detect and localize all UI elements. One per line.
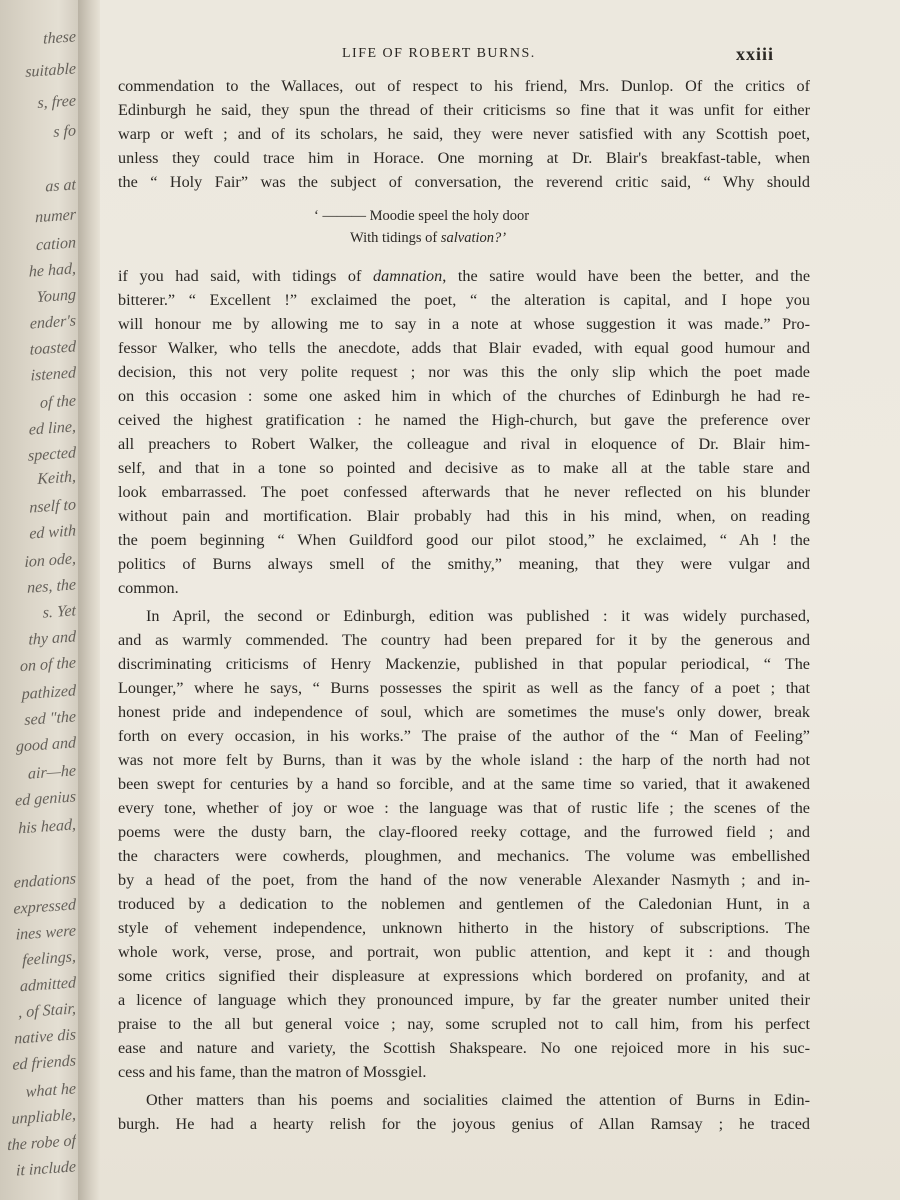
paragraph-3 bbox=[118, 604, 810, 1084]
facing-page-text: ines were bbox=[15, 922, 76, 944]
text-line: troduced by a dedication to the noblemen and gentlemen of the Caledonian Hunt, in a bbox=[118, 895, 810, 913]
facing-page-text: Young bbox=[36, 286, 76, 307]
facing-page-text: thy and bbox=[28, 628, 76, 649]
text-line: decision, this not very polite request ; nor was this the only slip which the poet made bbox=[118, 363, 810, 381]
text-line: without pain and mortification. Blair probably had this in his mind, when, on reading bbox=[118, 507, 810, 525]
facing-page-text: s. Yet bbox=[42, 602, 76, 622]
text-line: the poem beginning “ When Guildford good our pilot stood,” he exclaimed, “ Ah ! the bbox=[118, 531, 810, 549]
text-line: praise to the all but general voice ; nay, some scrupled not to call him, from his perfect bbox=[118, 1015, 810, 1033]
page-number: xxiii bbox=[736, 44, 775, 64]
facing-page-text: istened bbox=[30, 364, 76, 385]
facing-page-text: his head, bbox=[18, 816, 76, 838]
text-line: style of vehement independence, unknown hitherto in the history of subscriptions. The bbox=[118, 919, 810, 937]
text-line: on this occasion : some one asked him in which of the churches of Edinburgh he had re- bbox=[118, 387, 810, 405]
body-text bbox=[118, 74, 810, 1136]
italic-word: damnation bbox=[373, 267, 443, 285]
facing-page-edge bbox=[0, 0, 78, 1200]
text-line: common. bbox=[118, 579, 179, 597]
facing-page-text: what he bbox=[25, 1080, 76, 1101]
text-line: Lounger,” where he says, “ Burns possesses the spirit as well as the fancy of a poet ; that bbox=[118, 679, 810, 697]
text-line: commendation to the Wallaces, out of respect to his friend, Mrs. Dunlop. Of the critics of bbox=[118, 77, 810, 95]
facing-page-text: ed genius bbox=[15, 788, 76, 810]
paragraph-4 bbox=[118, 1088, 810, 1136]
facing-page-text: ed friends bbox=[12, 1052, 76, 1074]
text-line: every tone, whether of joy or woe : the language was that of rustic life ; the scenes of the bbox=[118, 799, 810, 817]
text-line: fessor Walker, who tells the anecdote, adds that Blair evaded, with equal good humour and bbox=[118, 339, 810, 357]
text-line: poems were the dusty barn, the clay-floored reeky cottage, and the furrowed field ; and bbox=[118, 823, 810, 841]
facing-page-text: ed with bbox=[29, 522, 76, 543]
text-line: discriminating criticisms of Henry Mackenzie, published in that popular periodical, “ The bbox=[118, 655, 810, 673]
text-line: Other matters than his poems and socialities claimed the attention of Burns in Edin- bbox=[146, 1091, 810, 1109]
facing-page-text: Keith, bbox=[37, 468, 76, 489]
text-line: cess and his fame, than the matron of Mossgiel. bbox=[118, 1063, 427, 1081]
text-line: some critics signified their displeasure at expressions which bordered on profanity, and at bbox=[118, 967, 810, 985]
facing-page-text: air—he bbox=[28, 762, 76, 783]
facing-page-text: on of the bbox=[20, 654, 76, 676]
text-line: politics of Burns always smell of the smithy,” meaning, that they were vulgar and bbox=[118, 555, 810, 573]
facing-page-text: suitable bbox=[25, 60, 76, 81]
facing-page-text: he had, bbox=[28, 260, 76, 281]
text-line: burgh. He had a hearty relish for the joyous genius of Allan Ramsay ; he traced bbox=[118, 1115, 810, 1133]
facing-page-text: the robe of bbox=[7, 1132, 76, 1155]
facing-page-text: these bbox=[43, 28, 76, 48]
text-line: by a head of the poet, from the hand of the now venerable Alexander Nasmyth ; and in- bbox=[118, 871, 810, 889]
facing-page-text: spected bbox=[28, 444, 76, 465]
quote-line-1: ‘ ——— Moodie speel the holy door bbox=[314, 208, 530, 224]
paragraph-1 bbox=[118, 74, 810, 194]
facing-page-text: native dis bbox=[14, 1026, 76, 1048]
text-line: look embarrassed. The poet confessed afterwards that he never reflected on his blunder bbox=[118, 483, 810, 501]
facing-page-text: unpliable, bbox=[11, 1106, 76, 1128]
facing-page-text: sed "the bbox=[24, 708, 76, 729]
text-line: been swept for centuries by a hand so forcible, and at the same time so varied, that it awakened bbox=[118, 775, 810, 793]
text-line: ceived the highest gratification : he named the High-church, but gave the preference over bbox=[118, 411, 810, 429]
text-line: warp or weft ; and of its scholars, he said, they were never satisfied with any Scottish poet, bbox=[118, 125, 810, 143]
quote-line-2-text: With tidings of bbox=[350, 230, 441, 246]
book-gutter bbox=[78, 0, 102, 1200]
facing-page-text: nself to bbox=[29, 496, 76, 517]
text-segment: if you had said, with tidings of bbox=[118, 267, 373, 285]
facing-page-text: s fo bbox=[53, 122, 76, 141]
facing-page-text: numer bbox=[35, 206, 76, 227]
text-line: all preachers to Robert Walker, the colleague and rival in eloquence of Dr. Blair him- bbox=[118, 435, 810, 453]
text-line: the characters were cowherds, ploughmen, and mechanics. The volume was embellished bbox=[118, 847, 810, 865]
facing-page-text: , of Stair, bbox=[18, 1000, 76, 1022]
paragraph-2 bbox=[118, 264, 810, 600]
facing-page-text: good and bbox=[16, 734, 76, 756]
facing-page-text: endations bbox=[13, 870, 76, 892]
text-line: a licence of language which they pronounced impure, by far the greater number united their bbox=[118, 991, 810, 1009]
facing-page-text: toasted bbox=[29, 338, 76, 359]
text-line: will honour me by allowing me to say in a note at whose suggestion it was made.” Pro- bbox=[118, 315, 810, 333]
text-line: ease and nature and variety, the Scottish Shakspeare. No one rejoiced more in his suc- bbox=[118, 1039, 810, 1057]
facing-page-text: ender's bbox=[29, 312, 76, 333]
facing-page-text: pathized bbox=[21, 682, 76, 704]
facing-page-text: s, free bbox=[37, 92, 76, 113]
text-line: the “ Holy Fair” was the subject of conversation, the reverend critic said, “ Why should bbox=[118, 173, 810, 191]
facing-page-text: of the bbox=[40, 392, 76, 412]
facing-page-text: ed line, bbox=[28, 418, 76, 439]
facing-page-text: ion ode, bbox=[24, 550, 76, 571]
page-header bbox=[100, 44, 810, 70]
text-line: and as warmly commended. The country had been prepared for it by the generous and bbox=[118, 631, 810, 649]
text-line bbox=[118, 264, 810, 288]
text-line: unless they could trace him in Horace. One morning at Dr. Blair's breakfast-table, when bbox=[118, 149, 810, 167]
text-line: was not more felt by Burns, than it was by the whole island : the harp of the north had not bbox=[118, 751, 810, 769]
facing-page-text: cation bbox=[36, 234, 76, 255]
facing-page-text: nes, the bbox=[27, 576, 76, 597]
text-line: forth on every occasion, in his works.” The praise of the author of the “ Man of Feeling” bbox=[118, 727, 810, 745]
text-line: bitterer.” “ Excellent !” exclaimed the poet, “ the alteration is capital, and I hope you bbox=[118, 291, 810, 309]
quote-line-2-italic: salvation?’ bbox=[440, 230, 507, 246]
running-title: LIFE OF ROBERT BURNS. bbox=[342, 46, 536, 61]
text-line: self, and that in a tone so pointed and decisive as to make all at the table stare and bbox=[118, 459, 810, 477]
facing-page-text: it include bbox=[16, 1158, 76, 1180]
facing-page-text: as at bbox=[45, 176, 76, 196]
text-line: In April, the second or Edinburgh, edition was published : it was widely purchased, bbox=[146, 607, 810, 625]
facing-page-text: feelings, bbox=[22, 948, 76, 970]
book-page bbox=[100, 0, 900, 1200]
text-line: whole work, verse, prose, and portrait, won public attention, and kept it : and though bbox=[118, 943, 810, 961]
quote-line-2 bbox=[350, 228, 506, 248]
text-segment: , the satire would have been the better, and the bbox=[442, 267, 810, 285]
verse-quote bbox=[118, 202, 810, 254]
facing-page-text: expressed bbox=[13, 896, 76, 918]
text-line: honest pride and independence of soul, which are sometimes the muse's only dower, break bbox=[118, 703, 810, 721]
text-line: Edinburgh he said, they spun the thread of their criticisms so fine that it was unfit for either bbox=[118, 101, 810, 119]
facing-page-text: admitted bbox=[20, 974, 76, 996]
